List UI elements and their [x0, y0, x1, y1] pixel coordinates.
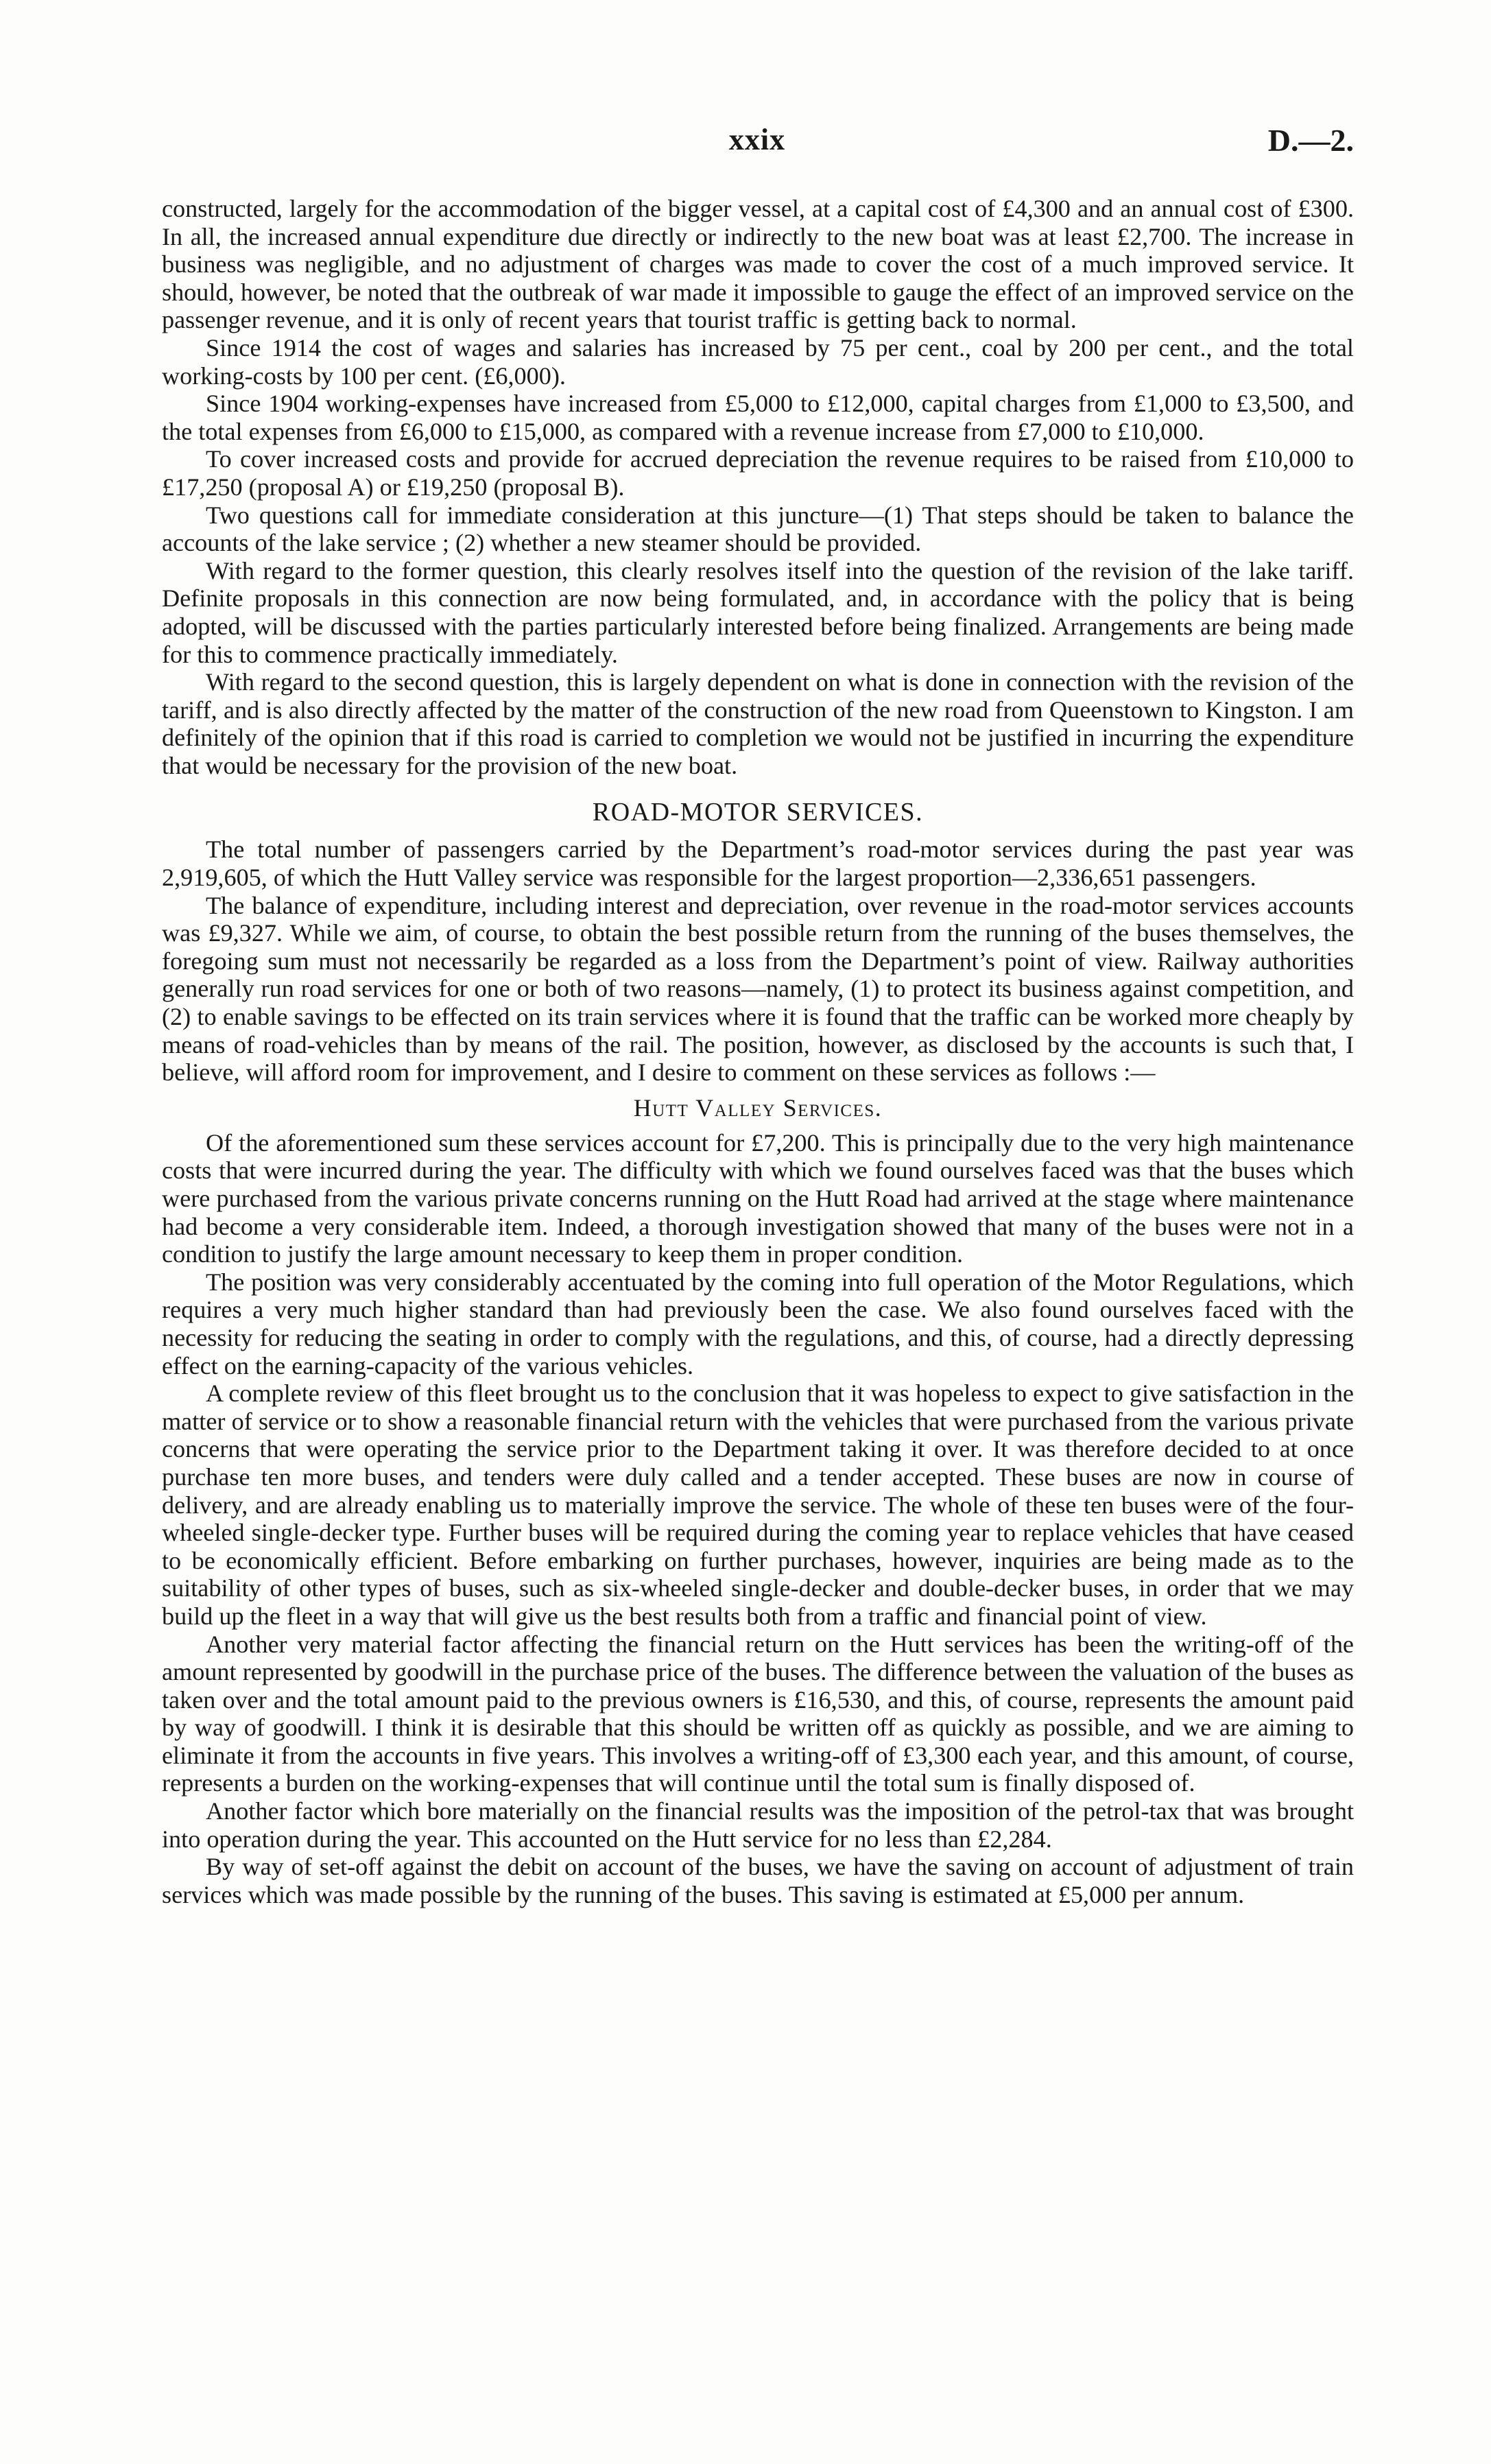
paragraph: With regard to the former question, this clearly resolves itself into the question of the revision of the lake tariff. Definite proposals in this connection are now being formulated, and, in accordance with the policy that is being adopted, will be discussed with the parties particularly interested before being finalized. Arrangements are being made for this to commence practically immediately.: [162, 556, 1354, 668]
paragraph: Another very material factor affecting the financial return on the Hutt services has been the writing-off of the amount represented by goodwill in the purchase price of the buses. The difference between the valuation of the buses as taken over and the total amount paid to the previous owners is £16,530, and this, of course, represents the amount paid by way of goodwill. I think it is desirable that this should be written off as quickly as possible, and we are aiming to eliminate it from the accounts in five years. This involves a writing-off of £3,300 each year, and this amount, of course, represents a burden on the working-expenses that will continue until the total sum is finally disposed of.: [162, 1630, 1354, 1797]
body-text: [162, 195, 1354, 1908]
paragraph: To cover increased costs and provide for accrued depreciation the revenue requires to be raised from £10,000 to £17,250 (proposal A) or £19,250 (proposal B).: [162, 445, 1354, 501]
paragraph: With regard to the second question, this is largely dependent on what is done in connection with the revision of the tariff, and is also directly affected by the matter of the construction of the new road from Queenstown to Kingston. I am definitely of the opinion that if this road is carried to completion we would not be justified in incurring the expenditure that would be necessary for the provision of the new boat.: [162, 668, 1354, 779]
paragraph: Of the aforementioned sum these services account for £7,200. This is principally due to the very high maintenance costs that were incurred during the year. The difficulty with which we found ourselves faced was that the buses which were purchased from the various private concerns running on the Hutt Road had arrived at the stage where maintenance had become a very considerable item. Indeed, a thorough investigation showed that many of the buses were not in a condition to justify the large amount necessary to keep them in proper condition.: [162, 1128, 1354, 1268]
page-number: xxix: [728, 123, 786, 156]
section-heading-road-motor: ROAD-MOTOR SERVICES.: [592, 798, 924, 827]
paragraph: By way of set-off against the debit on account of the buses, we have the saving on account of adjustment of train services which was made possible by the running of the buses. This saving is estimated at £5,000 per annum.: [162, 1853, 1354, 1908]
page-header: [160, 122, 1354, 170]
paragraph: The total number of passengers carried by the Department’s road-motor services during the past year was 2,919,605, of which the Hutt Valley service was responsible for the largest proportion—2,336,651 passengers.: [162, 836, 1354, 892]
paragraph: Since 1914 the cost of wages and salaries has increased by 75 per cent., coal by 200 per cent., and the total working-costs by 100 per cent. (£6,000).: [162, 333, 1354, 390]
subsection-heading-hutt-valley: Hutt Valley Services.: [633, 1093, 883, 1122]
paragraph: Two questions call for immediate consideration at this juncture—(1) That steps should be taken to balance the accounts of the lake service ; (2) whether a new steamer should be provided.: [162, 501, 1354, 557]
paragraph: Since 1904 working-expenses have increased from £5,000 to £12,000, capital charges from £1,000 to £3,500, and the total expenses from £6,000 to £15,000, as compared with a revenue increase from £7,000 to £10,000.: [162, 390, 1354, 445]
paragraph: Another factor which bore materially on the financial results was the imposition of the petrol-tax that was brought into operation during the year. This accounted on the Hutt service for no less than £2,284.: [162, 1797, 1354, 1853]
document-reference: D.—2.: [1267, 123, 1354, 158]
paragraph: The position was very considerably accentuated by the coming into full operation of the Motor Regulations, which requires a very much higher standard than had previously been the case. We also found ourselves faced with the necessity for reducing the seating in order to comply with the regulations, and this, of course, had a directly depressing effect on the earning-capacity of the various vehicles.: [162, 1268, 1354, 1379]
paragraph: constructed, largely for the accommodation of the bigger vessel, at a capital cost of £4,300 and an annual cost of £300. In all, the increased annual expenditure due directly or indirectly to the new boat was at least £2,700. The increase in business was negligible, and no adjustment of charges was made to cover the cost of a much improved service. It should, however, be noted that the outbreak of war made it impossible to gauge the effect of an improved service on the passenger revenue, and it is only of recent years that tourist traffic is getting back to normal.: [162, 195, 1354, 334]
paragraph: A complete review of this fleet brought us to the conclusion that it was hopeless to expect to give satisfaction in the matter of service or to show a reasonable financial return with the vehicles that were purchased from the various private concerns that were operating the service prior to the Department taking it over. It was therefore decided to at once purchase ten more buses, and tenders were duly called and a tender accepted. These buses are now in course of delivery, and are already enabling us to materially improve the service. The whole of these ten buses were of the four-wheeled single-decker type. Further buses will be required during the coming year to replace vehicles that have ceased to be economically efficient. Before embarking on further purchases, however, inquiries are being made as to the suitability of other types of buses, such as six-wheeled single-decker and double-decker buses, in order that we may build up the fleet in a way that will give us the best results both from a traffic and financial point of view.: [162, 1379, 1354, 1630]
paragraph: The balance of expenditure, including interest and depreciation, over revenue in the road-motor services accounts was £9,327. While we aim, of course, to obtain the best possible return from the running of the buses themselves, the foregoing sum must not necessarily be regarded as a loss from the Department’s point of view. Railway authorities generally run road services for one or both of two reasons—namely, (1) to protect its business against competition, and (2) to enable savings to be effected on its train services where it is found that the traffic can be worked more cheaply by means of road-vehicles than by means of the rail. The position, however, as disclosed by the accounts is such that, I believe, will afford room for improvement, and I desire to comment on these services as follows :—: [162, 891, 1354, 1087]
